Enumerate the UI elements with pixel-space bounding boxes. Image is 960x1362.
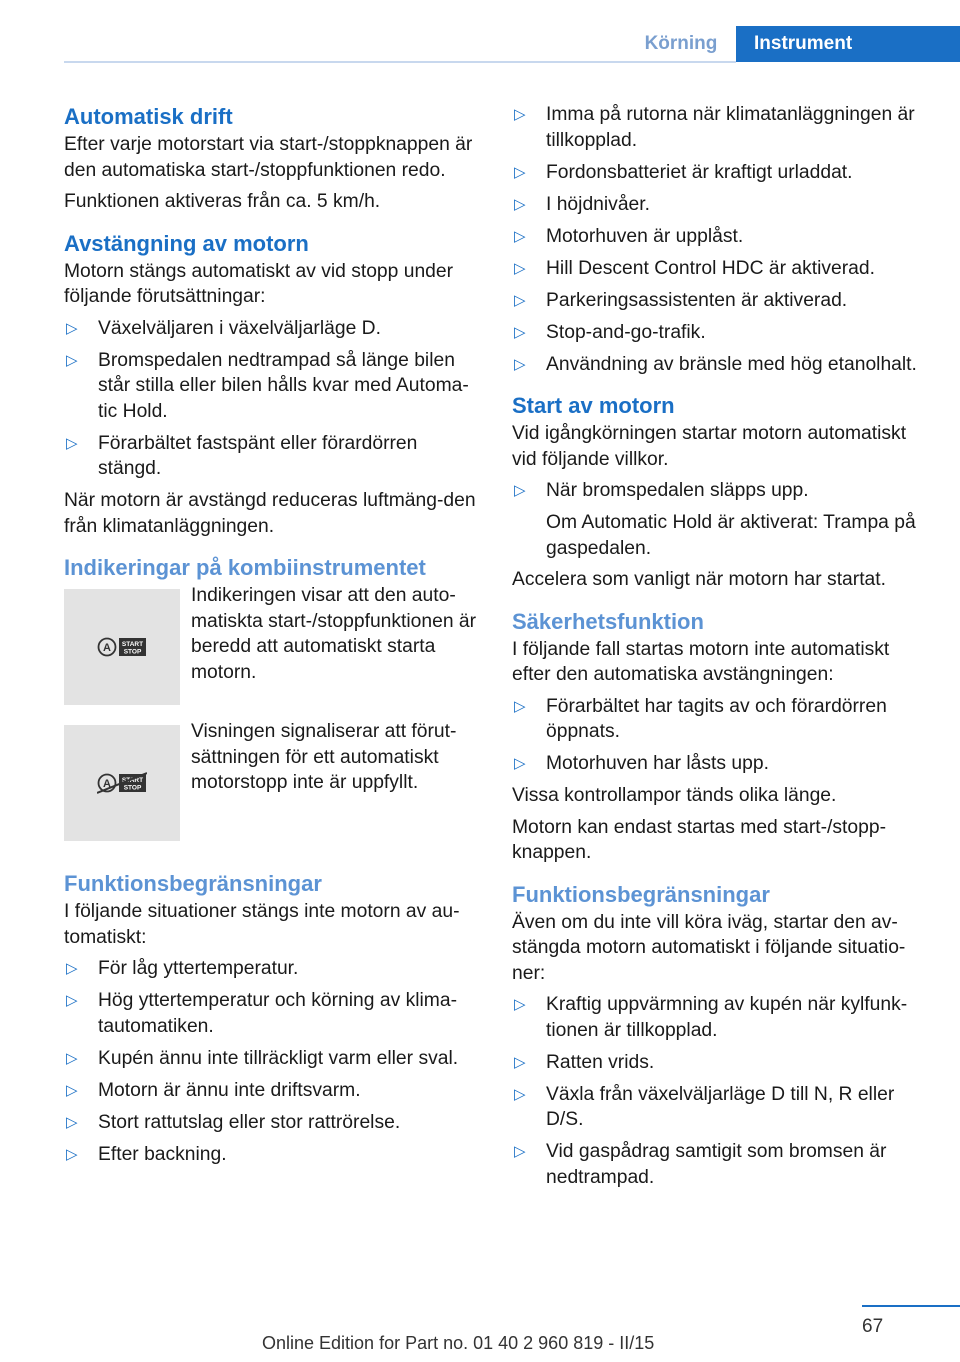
triangle-bullet-icon: ▷ xyxy=(514,482,526,499)
list-item: ▷ Motorn är ännu inte driftsvarm. xyxy=(64,1078,482,1104)
heading-indikeringar: Indikeringar på kombiinstrumentet xyxy=(64,555,426,580)
list-item: ▷ Parkeringsassistenten är aktiverad. xyxy=(512,288,932,314)
list-item: ▷ Växelväljaren i växelväljarläge D. xyxy=(64,316,482,342)
triangle-bullet-icon: ▷ xyxy=(66,1113,78,1131)
list-item: ▷ Förarbältet har tagits av och förardörren öppnats. xyxy=(514,695,887,742)
list-item: ▷ Imma på rutorna när klimatanläggningen är tillkopplad. xyxy=(514,104,915,151)
list-continued xyxy=(512,102,932,377)
list-item: ▷ Användning av bränsle med hög etanolhalt. xyxy=(512,352,932,378)
paragraph: I följande fall startas motorn inte automatiskt efter den automatiska avstängningen: xyxy=(512,638,890,685)
svg-text:A: A xyxy=(103,778,111,790)
page-number: 67 xyxy=(862,1316,884,1337)
triangle-bullet-icon: ▷ xyxy=(514,323,526,341)
list-item: ▷ Kraftig uppvärmning av kupén när kylfunk-tionen är tillkopplad. xyxy=(514,994,908,1041)
heading-funktionsbegransningar-left: Funktionsbegränsningar xyxy=(64,871,322,896)
list-funktionsbegransningar-left xyxy=(64,956,482,1167)
edition-footer: Online Edition for Part no. 01 40 2 960 819 - II/15 xyxy=(262,1333,655,1353)
triangle-bullet-icon: ▷ xyxy=(514,195,526,213)
paragraph: Motorn kan endast startas med start-/stopp-knappen. xyxy=(512,816,887,863)
list-avstangning xyxy=(64,316,482,482)
header-tab-korning[interactable]: Körning xyxy=(644,33,718,54)
list-item: ▷ Stop-and-go-trafik. xyxy=(512,320,932,346)
triangle-bullet-icon: ▷ xyxy=(66,434,78,452)
triangle-bullet-icon: ▷ xyxy=(66,992,78,1009)
paragraph: Vid igångkörningen startar motorn automatiskt vid följande villkor. xyxy=(512,423,907,470)
heading-automatisk-drift: Automatisk drift xyxy=(64,104,233,129)
list-item: ▷ Fordonsbatteriet är kraftigt urladdat. xyxy=(512,160,932,186)
triangle-bullet-icon: ▷ xyxy=(66,1145,78,1163)
triangle-bullet-icon: ▷ xyxy=(66,1049,78,1067)
triangle-bullet-icon: ▷ xyxy=(514,755,526,772)
list-funktionsbegransningar-right xyxy=(512,992,932,1190)
indicator-description: Indikeringen visar att den auto-matiskta start-/stoppfunktionen är beredd att automatiskt starta motorn. xyxy=(191,585,477,683)
triangle-bullet-icon: ▷ xyxy=(66,960,78,977)
list-item: ▷ För låg yttertemperatur. xyxy=(64,956,482,982)
triangle-bullet-icon: ▷ xyxy=(514,355,526,373)
triangle-bullet-icon: ▷ xyxy=(514,259,526,277)
indicator-row-not-fulfilled xyxy=(64,719,482,855)
paragraph: Motorn stängs automatiskt av vid stopp under följande förutsättningar: xyxy=(64,260,454,307)
list-item: ▷ Bromspedalen nedtrampad så länge bilen står stilla eller bilen hålls kvar med Automa-tic Hold. xyxy=(66,349,469,422)
list-item: ▷ Förarbältet fastspänt eller förardörren stängd. xyxy=(66,432,418,479)
list-item: ▷ När bromspedalen släpps upp. xyxy=(512,478,932,504)
paragraph: Efter varje motorstart via start-/stoppknappen är den automatiska start-/stoppfunktionen redo. xyxy=(64,134,473,181)
list-sakerhet xyxy=(512,694,932,777)
header-tab-instrument[interactable]: Instrument xyxy=(736,26,960,62)
indicator-description: Visningen signaliserar att förut-sättningen för ett automatiskt motorstopp inte är uppfyllt. xyxy=(191,721,457,793)
list-item: ▷ Kupén ännu inte tillräckligt varm eller sval. xyxy=(64,1046,482,1072)
triangle-bullet-icon: ▷ xyxy=(514,1143,526,1160)
right-column xyxy=(512,102,932,1197)
paragraph: Accelera som vanligt när motorn har startat. xyxy=(512,569,886,590)
left-column xyxy=(64,102,482,1174)
heading-sakerhetsfunktion: Säkerhetsfunktion xyxy=(512,608,704,634)
list-item: ▷ Efter backning. xyxy=(64,1142,482,1168)
paragraph: I följande situationer stängs inte motorn av au-tomatiskt: xyxy=(64,901,460,948)
list-start xyxy=(512,478,932,504)
list-item: ▷ Motorhuven har låsts upp. xyxy=(512,751,932,777)
triangle-bullet-icon: ▷ xyxy=(514,697,526,715)
triangle-bullet-icon: ▷ xyxy=(514,1085,526,1103)
triangle-bullet-icon: ▷ xyxy=(514,996,526,1013)
list-item: ▷ Växla från växelväljarläge D till N, R eller D/S. xyxy=(514,1083,895,1130)
paragraph: Vissa kontrollampor tänds olika länge. xyxy=(512,785,837,806)
svg-text:START: START xyxy=(121,777,144,784)
list-item: ▷ Motorhuven är upplåst. xyxy=(512,224,932,250)
triangle-bullet-icon: ▷ xyxy=(514,163,526,181)
paragraph: När motorn är avstängd reduceras luftmäng-den från klimatanläggningen. xyxy=(64,490,476,537)
list-item: ▷ Vid gaspådrag samtigit som bromsen är nedtrampad. xyxy=(514,1141,887,1188)
paragraph: Även om du inte vill köra iväg, startar den av-stängda motorn automatiskt i följande situatio-ner: xyxy=(512,911,906,984)
indicator-row-ready xyxy=(64,583,482,719)
list-item: ▷ Stort rattutslag eller stor rattrörelse. xyxy=(64,1110,482,1136)
heading-avstangning: Avstängning av motorn xyxy=(64,230,309,256)
triangle-bullet-icon: ▷ xyxy=(66,351,78,369)
page-header xyxy=(0,0,960,64)
footer-rule xyxy=(862,1305,960,1307)
list-item: ▷ I höjdnivåer. xyxy=(512,192,932,218)
svg-text:A: A xyxy=(103,642,111,654)
triangle-bullet-icon: ▷ xyxy=(514,227,526,245)
svg-text:STOP: STOP xyxy=(123,784,142,792)
triangle-bullet-icon: ▷ xyxy=(514,291,526,309)
list-item: ▷ Hög yttertemperatur och körning av klima-tautomatiken. xyxy=(66,990,457,1037)
triangle-bullet-icon: ▷ xyxy=(66,319,78,337)
heading-funktionsbegransningar-right: Funktionsbegränsningar xyxy=(512,881,770,907)
triangle-bullet-icon: ▷ xyxy=(514,106,526,123)
list-item: ▷ Hill Descent Control HDC är aktiverad. xyxy=(512,256,932,282)
paragraph: Funktionen aktiveras från ca. 5 km/h. xyxy=(64,191,381,212)
heading-start-av-motorn: Start av motorn xyxy=(512,393,675,418)
triangle-bullet-icon: ▷ xyxy=(66,1081,78,1099)
list-subtext: Om Automatic Hold är aktiverat: Trampa på gaspedalen. xyxy=(546,512,916,559)
start-stop-ready-icon xyxy=(64,589,180,705)
triangle-bullet-icon: ▷ xyxy=(514,1053,526,1071)
svg-text:STOP: STOP xyxy=(123,648,142,656)
svg-text:START: START xyxy=(121,641,144,648)
start-stop-crossed-icon xyxy=(64,725,180,841)
list-item: ▷ Ratten vrids. xyxy=(512,1050,932,1076)
